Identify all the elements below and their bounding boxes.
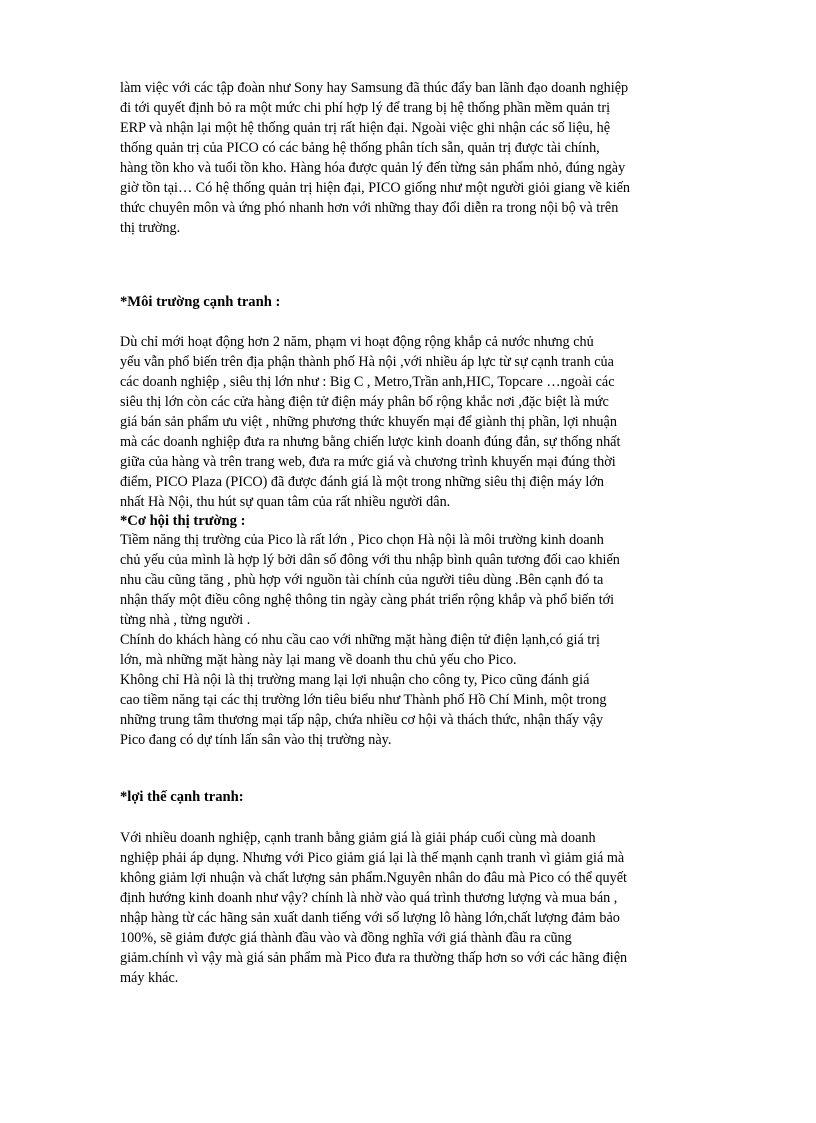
text-line: nhu cầu cũng tăng , phù hợp với nguồn tài chính của người tiêu dùng .Bên cạnh đó ta — [120, 572, 604, 588]
text-line: thức chuyên môn và ứng phó nhanh hơn với những thay đổi diễn ra trong nội bộ và trên — [120, 200, 619, 216]
text-line: cao tiềm năng tại các thị trường lớn tiêu biểu như Thành phố Hồ Chí Minh, một trong — [120, 692, 607, 708]
text-line: những trung tâm thương mại tấp nập, chứa nhiều cơ hội và thách thức, nhận thấy vậy — [120, 712, 604, 728]
text-line: đi tới quyết định bỏ ra một mức chi phí hợp lý để trang bị hệ thống phần mềm quản trị — [120, 100, 611, 116]
text-line: làm việc với các tập đoàn như Sony hay Samsung đã thúc đẩy ban lãnh đạo doanh nghiệp — [120, 80, 629, 96]
text-line: giá bán sản phẩm ưu việt , những phương thức khuyến mại để giành thị phần, lợi nhuận — [120, 414, 617, 430]
text-line: 100%, sẽ giảm được giá thành đầu vào và đồng nghĩa với giá thành đầu ra cũng — [120, 930, 572, 946]
section-heading-advantage: *lợi thế cạnh tranh: — [120, 789, 244, 805]
text-line: nhất Hà Nội, thu hút sự quan tâm của rất nhiều người dân. — [120, 494, 451, 510]
text-line: mà các doanh nghiệp đưa ra nhưng bằng chiến lược kinh doanh đúng đắn, sự thống nhất — [120, 434, 621, 450]
text-line: ERP và nhận lại một hệ thống quản trị rất hiện đại. Ngoài việc ghi nhận các số liệu, hệ — [120, 120, 610, 136]
text-line: Chính do khách hàng có nhu cầu cao với những mặt hàng điện tử điện lạnh,có giá trị — [120, 632, 600, 648]
text-line: giờ tồn tại… Có hệ thống quản trị hiện đại, PICO giống như một người giỏi giang về kiến — [120, 180, 630, 196]
text-line: nhập hàng từ các hãng sản xuất danh tiếng với số lượng lô hàng lớn,chất lượng đảm bảo — [120, 910, 620, 926]
text-line: giữa của hàng và trên trang web, đưa ra mức giá và chương trình khuyến mại đúng thời — [120, 454, 616, 470]
text-line: Với nhiều doanh nghiệp, cạnh tranh bằng giảm giá là giải pháp cuối cùng mà doanh — [120, 830, 596, 846]
text-line: thống quản trị của PICO có các bảng hệ thống phân tích sẵn, quản trị được tài chính, — [120, 140, 600, 156]
text-line: hàng tồn kho và tuổi tồn kho. Hàng hóa được quản lý đến từng sản phẩm nhỏ, đúng ngày — [120, 160, 626, 176]
text-line: Pico đang có dự tính lấn sân vào thị trường này. — [120, 732, 392, 748]
text-line: máy khác. — [120, 970, 179, 986]
text-line: lớn, mà những mặt hàng này lại mang về doanh thu chủ yếu cho Pico. — [120, 652, 517, 668]
text-line: siêu thị lớn còn các cửa hàng điện tử điện máy phân bố rộng khắc nơi ,đặc biệt là mức — [120, 394, 609, 410]
text-line: Dù chỉ mới hoạt động hơn 2 năm, phạm vi hoạt động rộng khắp cả nước nhưng chủ — [120, 334, 594, 350]
text-line: nhận thấy một điều công nghệ thông tin ngày càng phát triển rộng khắp và phổ biến tới — [120, 592, 615, 608]
text-line: Tiềm năng thị trường của Pico là rất lớn , Pico chọn Hà nội là môi trường kinh doanh — [120, 532, 604, 548]
text-line: các doanh nghiệp , siêu thị lớn như : Big C , Metro,Trần anh,HIC, Topcare …ngoài các — [120, 374, 615, 390]
text-line: chủ yếu của mình là hợp lý bởi dân số đông với thu nhập bình quân tương đối cao khiến — [120, 552, 620, 568]
text-line: Không chỉ Hà nội là thị trường mang lại lợi nhuận cho công ty, Pico cũng đánh giá — [120, 672, 590, 688]
text-line: từng nhà , từng người . — [120, 612, 251, 628]
text-line: giảm.chính vì vậy mà giá sản phẩm mà Pico đưa ra thường thấp hơn so với các hãng điện — [120, 950, 628, 966]
text-line: yếu vẫn phổ biến trên địa phận thành phố Hà nội ,với nhiều áp lực từ sự cạnh tranh của — [120, 354, 614, 370]
text-line: nghiệp phải áp dụng. Nhưng với Pico giảm giá lại là thế mạnh cạnh tranh vì giảm giá mà — [120, 850, 625, 866]
text-line: thị trường. — [120, 220, 181, 236]
text-line: điểm, PICO Plaza (PICO) đã được đánh giá là một trong những siêu thị điện máy lớn — [120, 474, 604, 490]
section-heading-competition: *Môi trường cạnh tranh : — [120, 294, 281, 310]
text-line: định hướng kinh doanh như vậy? chính là nhờ vào quá trình thương lượng và mua bán , — [120, 890, 618, 906]
section-heading-opportunity: *Cơ hội thị trường : — [120, 513, 246, 529]
text-line: không giảm lợi nhuận và chất lượng sản phẩm.Nguyên nhân do đâu mà Pico có thể quyết — [120, 870, 627, 886]
